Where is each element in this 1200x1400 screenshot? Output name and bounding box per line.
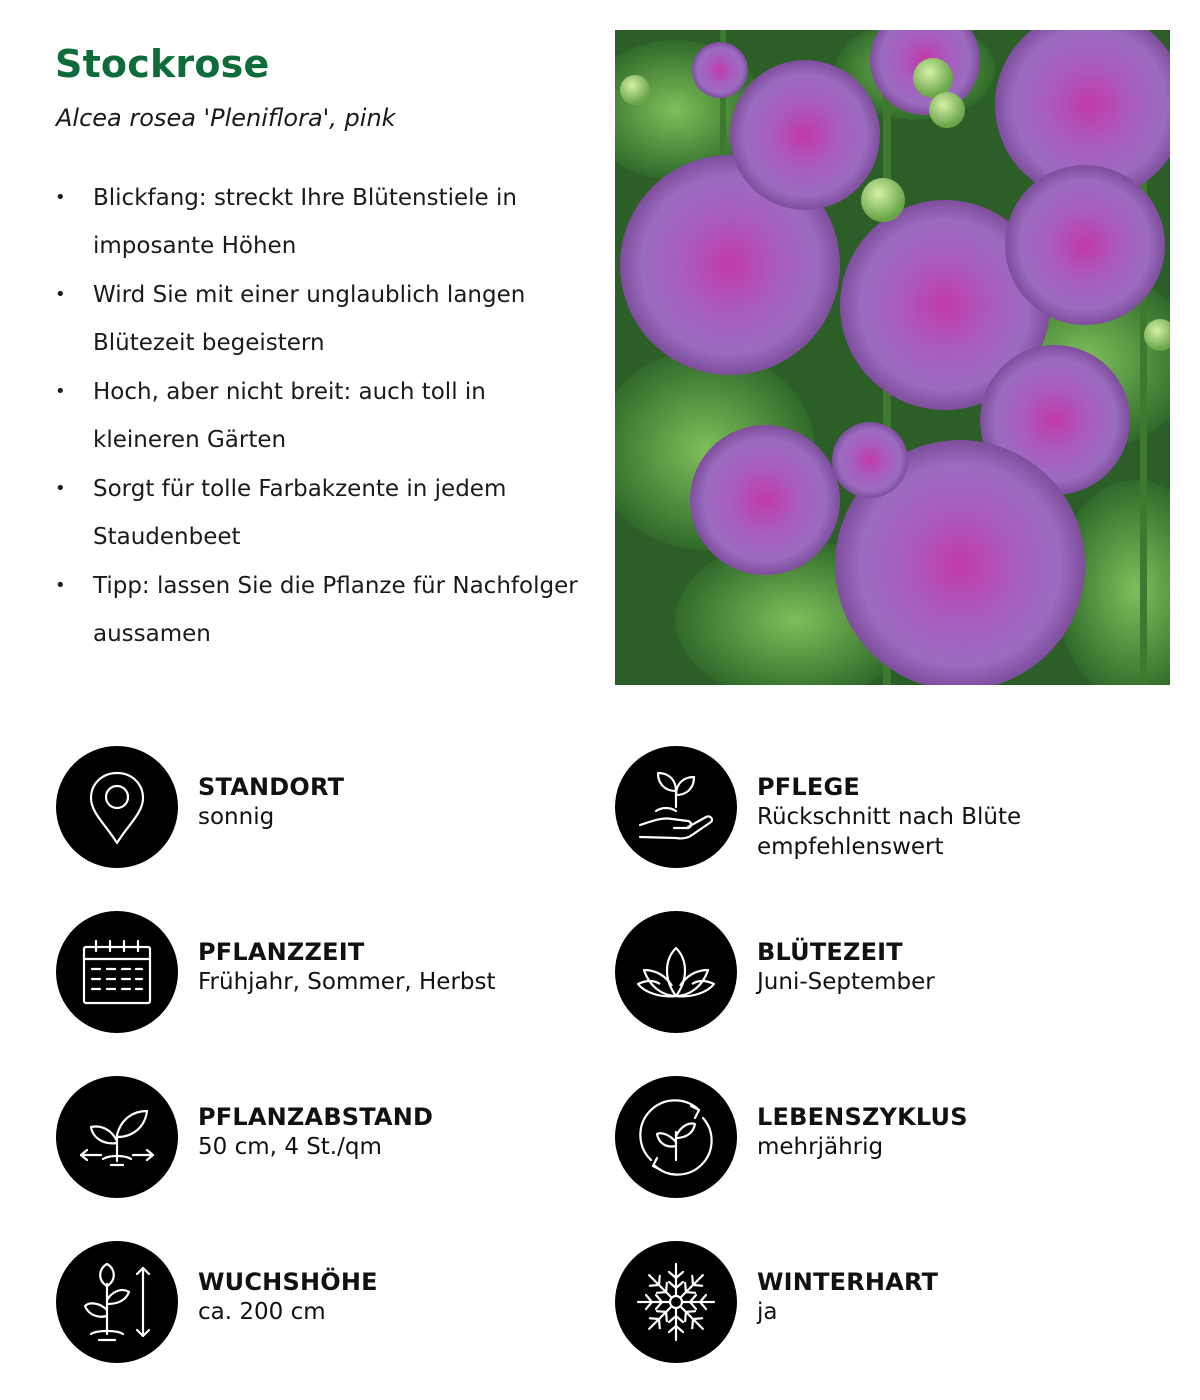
info-lebenszyklus [615,1076,1087,1198]
info-wuchshoehe [56,1241,528,1363]
info-label: LEBENSZYKLUS [757,1103,968,1131]
info-standort [56,746,528,868]
feature-list [55,174,585,659]
info-value: Juni-September [757,969,935,995]
plant-cycle-icon [615,1076,737,1198]
lotus-flower-icon [615,911,737,1033]
calendar-icon [56,911,178,1033]
list-item: • Tipp: lassen Sie die Pflanze für Nachfolger aussamen [55,562,585,658]
hand-sprout-icon [615,746,737,868]
info-label: WINTERHART [757,1268,939,1296]
list-item: • Sorgt für tolle Farbakzente in jedem Staudenbeet [55,465,585,561]
botanical-name: Alcea rosea 'Pleniflora', pink [56,104,396,132]
plant-spacing-icon [56,1076,178,1198]
snowflake-icon [615,1241,737,1363]
info-label: STANDORT [198,773,345,801]
info-bluetezeit [615,911,1087,1033]
info-pflege [615,746,1087,868]
info-winterhart [615,1241,1087,1363]
info-value: Frühjahr, Sommer, Herbst [198,969,496,995]
info-pflanzabstand [56,1076,528,1198]
info-label: PFLANZZEIT [198,938,365,966]
info-label: PFLANZABSTAND [198,1103,434,1131]
info-value: Rückschnitt nach Blüte empfehlenswert [757,804,1022,860]
info-value: ja [757,1299,778,1325]
info-label: PFLEGE [757,773,860,801]
list-item: • Hoch, aber nicht breit: auch toll in kleineren Gärten [55,368,585,464]
info-value: 50 cm, 4 St./qm [198,1134,382,1160]
info-label: WUCHSHÖHE [198,1268,378,1296]
info-pflanzzeit [56,911,528,1033]
list-item: • Blickfang: streckt Ihre Blütenstiele in imposante Höhen [55,174,585,270]
info-value: ca. 200 cm [198,1299,326,1325]
info-value: sonnig [198,804,275,830]
list-item: • Wird Sie mit einer unglaublich langen Blütezeit begeistern [55,271,585,367]
info-label: BLÜTEZEIT [757,938,903,966]
plant-height-icon [56,1241,178,1363]
info-value: mehrjährig [757,1134,884,1160]
location-pin-icon [56,746,178,868]
product-photo [615,30,1170,685]
page-title: Stockrose [55,42,270,86]
